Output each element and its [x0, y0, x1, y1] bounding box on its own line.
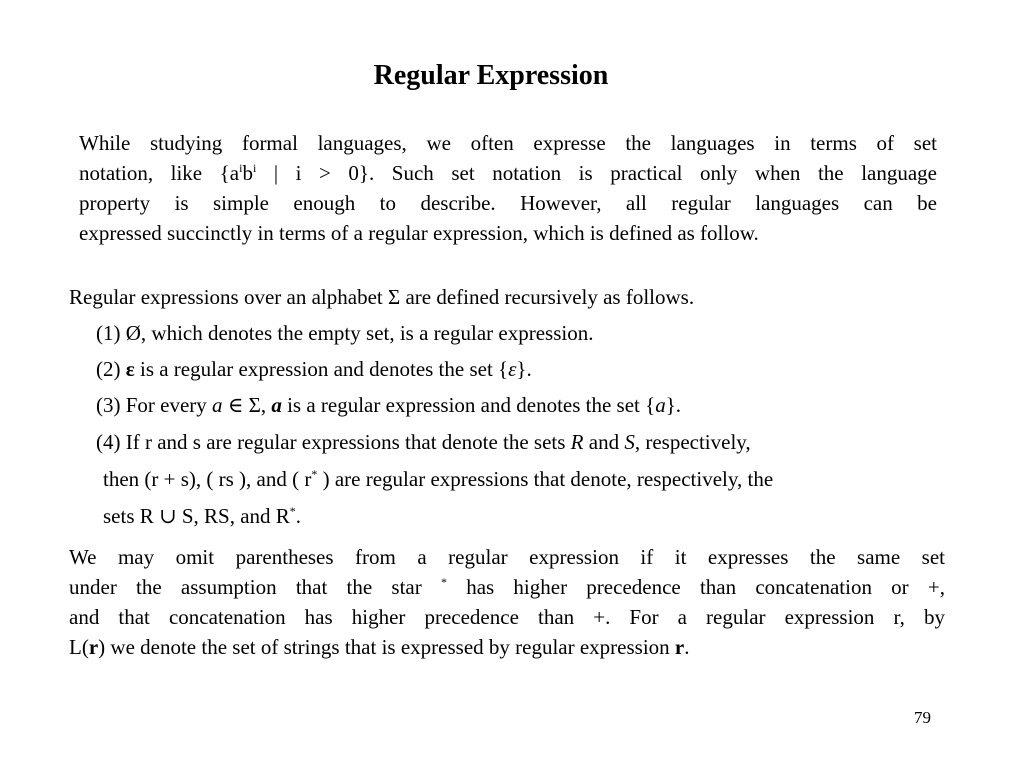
- definition-lead: Regular expressions over an alphabet Σ are defined recursively as follows.: [69, 285, 695, 309]
- text: .: [295, 504, 302, 528]
- text: ) are regular expressions that denote, respectively, the: [317, 467, 774, 491]
- epsilon-symbol: ε: [508, 357, 517, 381]
- definition-item-3: [96, 392, 681, 418]
- text: ) we denote the set of strings that is expressed by regular expression: [98, 635, 675, 659]
- closing-line-3: and that concatenation has higher precedence than +. For a regular expression r, by: [69, 605, 945, 629]
- text: (2): [96, 357, 126, 381]
- page-number: 79: [914, 708, 931, 727]
- superscript: *: [440, 575, 447, 589]
- text: and: [583, 430, 625, 454]
- superscript: i: [239, 161, 243, 175]
- var: r: [674, 635, 685, 659]
- text: , respectively,: [634, 430, 751, 454]
- text: has higher precedence than concatenation or +,: [446, 575, 945, 599]
- page-title: Regular Expression: [373, 60, 609, 91]
- definition-item-1: (1) Ø, which denotes the empty set, is a regular expression.: [96, 321, 594, 345]
- text: ∈ Σ,: [222, 393, 272, 417]
- intro-line-3: property is simple enough to describe. However, all regular languages can be: [79, 191, 937, 215]
- var: r: [88, 635, 99, 659]
- text: (4) If r and s are regular expressions that denote the sets: [96, 430, 571, 454]
- text: under the assumption that the star: [69, 575, 441, 599]
- superscript: i: [252, 161, 257, 175]
- closing-line-4: [69, 634, 945, 660]
- closing-line-2: [69, 574, 945, 600]
- text: L(: [69, 635, 89, 659]
- text: }.: [665, 393, 682, 417]
- var: a: [655, 393, 666, 417]
- text: }.: [516, 357, 532, 381]
- text: is a regular expression and denotes the set {: [134, 357, 509, 381]
- definition-item-2: [96, 356, 532, 382]
- var: R: [570, 430, 584, 454]
- definition-item-4-end: [103, 503, 301, 529]
- intro-line-2: [79, 160, 937, 186]
- var: a: [271, 393, 282, 417]
- definition-item-4: [96, 429, 751, 455]
- var: S: [624, 430, 635, 454]
- intro-line-1: While studying formal languages, we often expresse the languages in terms of set: [79, 131, 937, 155]
- closing-line-1: We may omit parentheses from a regular expression if it expresses the same set: [69, 545, 945, 569]
- text: is a regular expression and denotes the set {: [281, 393, 656, 417]
- intro-line-4: expressed succinctly in terms of a regular expression, which is defined as follow.: [79, 221, 759, 245]
- text: | i > 0}. Such set notation is practical only when the language: [256, 161, 937, 185]
- text: b: [242, 161, 253, 185]
- superscript: *: [311, 467, 318, 481]
- superscript: *: [289, 504, 296, 518]
- definition-item-4-cont: [103, 466, 773, 492]
- epsilon-symbol: ε: [125, 357, 135, 381]
- text: (3) For every: [96, 393, 213, 417]
- text: notation, like {a: [79, 161, 240, 185]
- var: a: [212, 393, 223, 417]
- text: sets R ∪ S, RS, and R: [103, 504, 290, 528]
- text: then (r + s), ( rs ), and ( r: [103, 467, 312, 491]
- text: .: [684, 635, 690, 659]
